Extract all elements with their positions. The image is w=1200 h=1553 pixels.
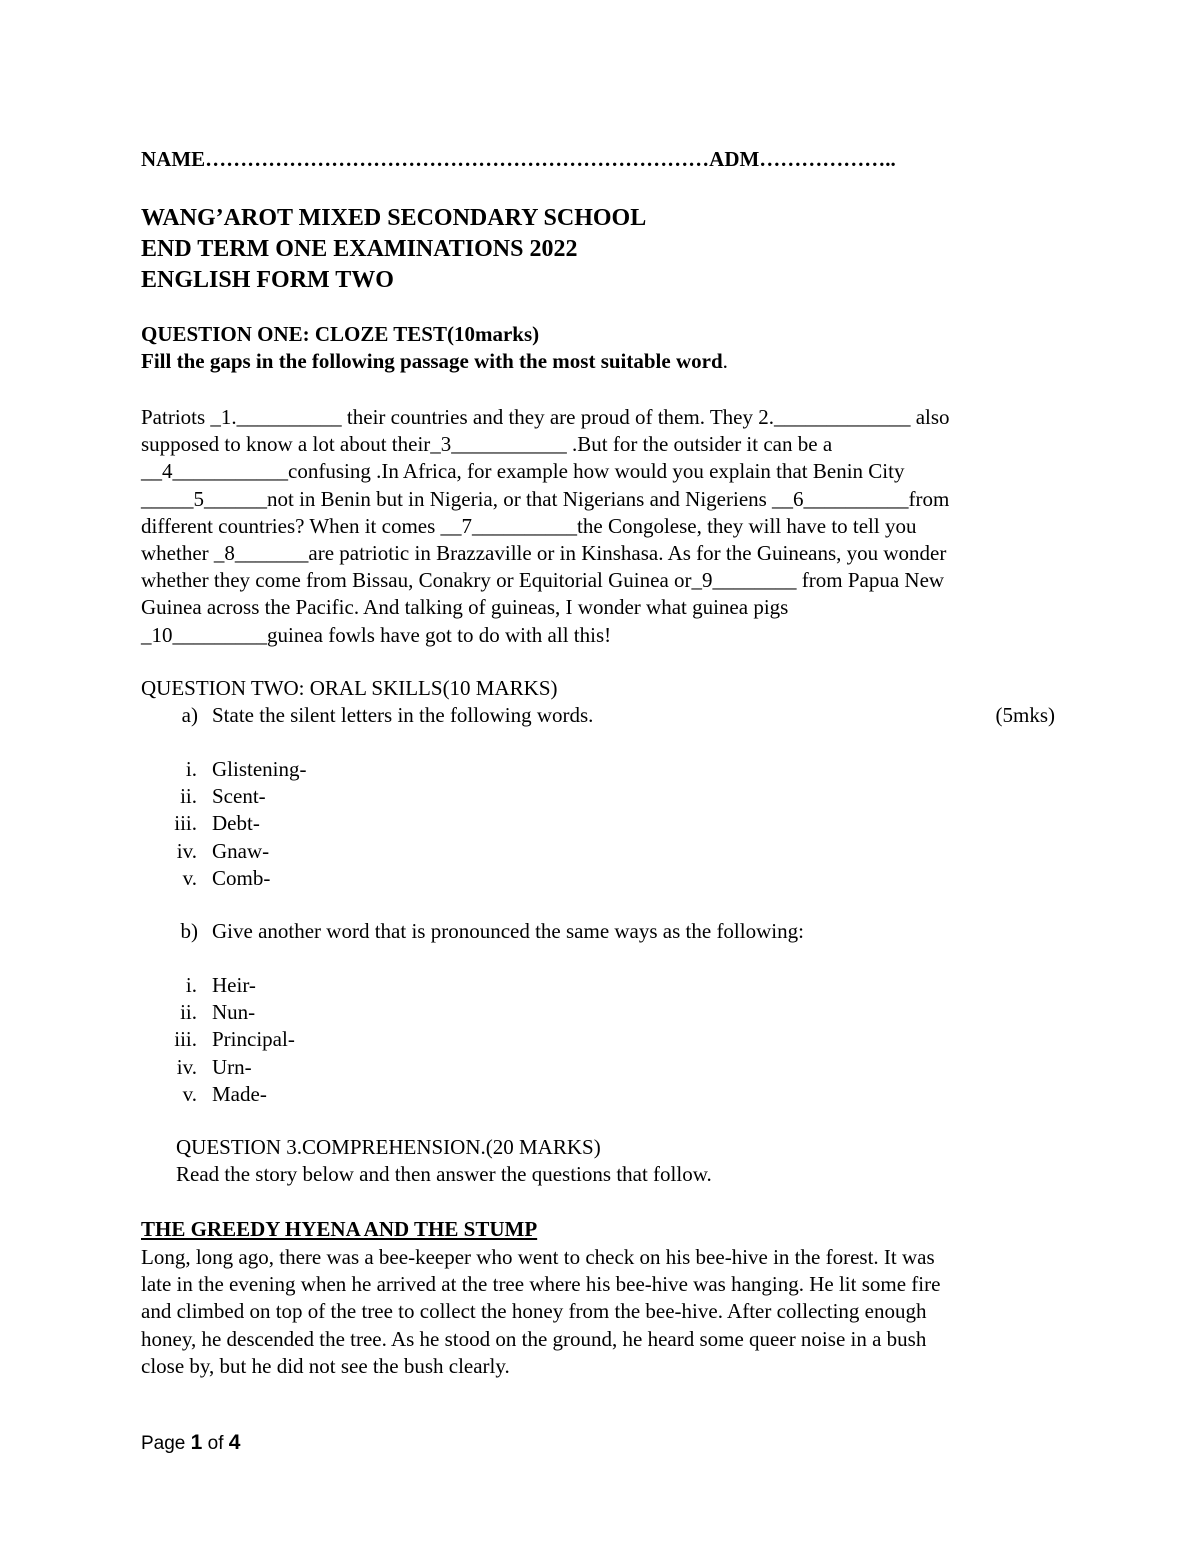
instruction-period: . <box>722 349 728 373</box>
story-line: late in the evening when he arrived at the tree where his bee-hive was hanging. He lit some fire <box>141 1272 941 1297</box>
homophones-list <box>141 972 1061 1108</box>
list-item <box>141 999 1061 1026</box>
list-item <box>141 783 1061 810</box>
item-word: Urn- <box>212 1054 252 1079</box>
list-item <box>141 1026 1061 1053</box>
item-word: Comb- <box>212 865 271 890</box>
item-number: ii. <box>180 784 197 809</box>
school-header <box>141 203 646 296</box>
question-two-title: QUESTION TWO: ORAL SKILLS(10 MARKS) <box>141 676 558 700</box>
school-name: WANG’AROT MIXED SECONDARY SCHOOL <box>141 205 647 231</box>
item-word: Made- <box>212 1081 267 1106</box>
story-title: THE GREEDY HYENA AND THE STUMP <box>141 1217 538 1241</box>
page-total: 4 <box>228 1431 241 1454</box>
page-word: Page <box>141 1433 186 1454</box>
of-word: of <box>207 1433 224 1454</box>
passage-line: supposed to know a lot about their_3___________ .But for the outsider it can be a <box>141 432 833 457</box>
passage-line: Guinea across the Pacific. And talking of guineas, I wonder what guinea pigs <box>141 595 789 620</box>
item-word: Glistening- <box>212 757 307 781</box>
passage-line: whether they come from Bissau, Conakry or Equitorial Guinea or_9________ from Papua New <box>141 568 945 593</box>
item-word: Heir- <box>212 973 256 997</box>
item-word: Debt- <box>212 811 260 836</box>
item-number: i. <box>185 757 197 781</box>
instruction-text: Fill the gaps in the following passage with the most suitable word <box>141 349 723 373</box>
item-number: ii. <box>180 1000 197 1025</box>
story-line: close by, but he did not see the bush clearly. <box>141 1353 510 1378</box>
passage-line: different countries? When it comes __7__________the Congolese, they will have to tell you <box>141 513 917 538</box>
part-b-text: Give another word that is pronounced the same ways as the following: <box>212 919 804 943</box>
page-footer <box>141 1431 240 1456</box>
story-line: honey, he descended the tree. As he stood on the ground, he heard some queer noise in a bush <box>141 1326 927 1351</box>
item-word: Principal- <box>212 1027 295 1052</box>
list-item <box>141 838 1061 865</box>
passage-line: __4___________confusing .In Africa, for example how would you explain that Benin City <box>141 459 905 484</box>
page-number: 1 <box>190 1431 203 1454</box>
item-word: Nun- <box>212 1000 256 1025</box>
subject-title: ENGLISH FORM TWO <box>141 267 394 293</box>
silent-letters-list <box>141 756 1061 892</box>
list-item <box>141 1054 1061 1081</box>
story-text <box>141 1244 940 1380</box>
cloze-passage <box>141 404 1061 649</box>
part-a <box>141 702 1061 729</box>
item-word: Gnaw- <box>212 838 270 863</box>
item-number: i. <box>185 973 197 997</box>
item-number: v. <box>182 1081 197 1106</box>
passage-line: Patriots _1.__________ their countries and they are proud of them. They 2._____________ also <box>141 405 950 429</box>
passage-line: _10_________guinea fowls have got to do with all this! <box>141 622 612 647</box>
item-number: iv. <box>176 1054 197 1079</box>
part-a-label: a) <box>181 703 198 727</box>
question-three-title: QUESTION 3.COMPREHENSION.(20 MARKS) <box>176 1135 601 1159</box>
part-b-prompt <box>141 918 1061 945</box>
part-a-text: State the silent letters in the following words. <box>212 703 594 727</box>
list-item <box>141 1081 1061 1108</box>
part-b <box>141 918 1061 945</box>
story-line: Long, long ago, there was a bee-keeper who went to check on his bee-hive in the forest. It was <box>141 1245 935 1269</box>
part-a-marks: (5mks) <box>995 703 1055 727</box>
story-line: and climbed on top of the tree to collect the honey from the bee-hive. After collecting enough <box>141 1299 927 1324</box>
item-word: Scent- <box>212 784 266 809</box>
list-item <box>141 972 1061 999</box>
question-three-instruction: Read the story below and then answer the questions that follow. <box>176 1162 712 1186</box>
question-one-title: QUESTION ONE: CLOZE TEST(10marks) <box>141 322 540 346</box>
passage-line: whether _8_______are patriotic in Brazzaville or in Kinshasa. As for the Guineans, you wonder <box>141 541 947 566</box>
part-a-prompt <box>141 702 1061 729</box>
list-item <box>141 865 1061 892</box>
item-number: iii. <box>174 811 197 836</box>
item-number: iii. <box>174 1027 197 1052</box>
question-three-header <box>176 1134 712 1188</box>
item-number: iv. <box>176 838 197 863</box>
list-item <box>141 810 1061 837</box>
item-number: v. <box>182 865 197 890</box>
list-item <box>141 756 1061 783</box>
question-one-instruction <box>141 348 728 375</box>
exam-title: END TERM ONE EXAMINATIONS 2022 <box>141 236 578 262</box>
name-adm-line: NAME………………………………………………………………ADM……………….. <box>141 147 896 171</box>
passage-line: _____5______not in Benin but in Nigeria, or that Nigerians and Nigeriens __6__________from <box>141 486 950 511</box>
part-b-label: b) <box>180 919 198 943</box>
question-one-header <box>141 321 728 375</box>
